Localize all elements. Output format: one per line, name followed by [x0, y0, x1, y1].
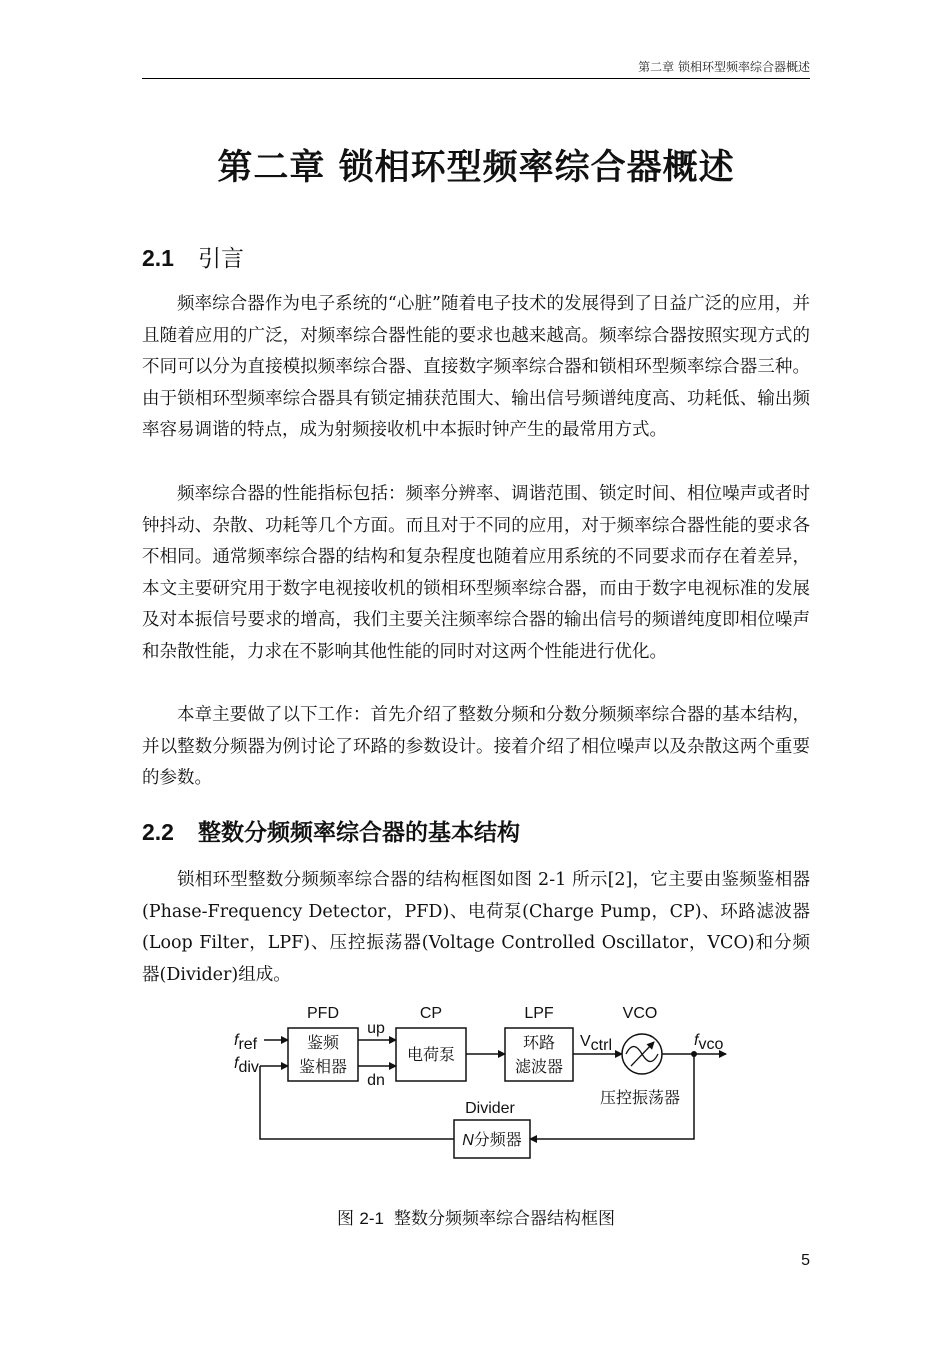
section-title: 引言 — [198, 246, 244, 272]
divider-label — [462, 1130, 522, 1149]
header-rule — [142, 78, 810, 79]
section-heading-intro — [142, 240, 244, 273]
paragraph: 频率综合器的性能指标包括：频率分辨率、调谐范围、锁定时间、相位噪声或者时钟抖动、杂散、功耗等几个方面。而且对于不同的应用，对于频率综合器性能的要求各不相同。通常频率综合器的结构和复杂程度也随着应用系统的不同要求而存在着差异，本文主要研究用于数字电视接收机的锁相环型频率综合器，而由于数字电视标准的发展及对本振信号要求的增高，我们主要关注频率综合器的输出信号的频谱纯度即相位噪声和杂散性能，力求在不影响其他性能的同时对这两个性能进行优化。 — [142, 484, 810, 662]
cp-title: CP — [419, 1005, 443, 1022]
chapter-title: 第二章 锁相环型频率综合器概述 — [217, 147, 735, 188]
up-label: up — [367, 1020, 385, 1037]
divider-title: Divider — [465, 1100, 515, 1117]
cp-label: 电荷泵 — [406, 1045, 456, 1064]
section-heading-structure — [142, 814, 520, 847]
section-number: 2.2 — [142, 819, 174, 845]
pfd-title: PFD — [307, 1005, 339, 1022]
divider-text: 分频器 — [473, 1130, 522, 1149]
f-div-label: fdiv — [234, 1055, 259, 1076]
caption-number: 2-1 — [359, 1209, 384, 1228]
paragraph: 本章主要做了以下工作：首先介绍了整数分频和分数分频频率综合器的基本结构，并以整数分频器为例讨论了环路的参数设计。接着介绍了相位噪声以及杂散这两个重要的参数。 — [142, 705, 810, 789]
divider-n: N — [462, 1132, 474, 1149]
block-diagram-svg — [228, 1000, 748, 1180]
pfd-label-line1: 鉴频 — [306, 1033, 340, 1052]
pll-block-diagram — [228, 1000, 748, 1180]
caption-text: 整数分频频率综合器结构框图 — [393, 1209, 615, 1229]
vco-label: 压控振荡器 — [599, 1088, 681, 1107]
dn-label: dn — [367, 1072, 385, 1089]
figure-caption — [142, 1204, 810, 1229]
lpf-title: LPF — [524, 1005, 554, 1022]
pfd-label-line2: 鉴相器 — [298, 1057, 348, 1076]
running-header: 第二章 锁相环型频率综合器概述 — [638, 60, 810, 74]
page-number: 5 — [801, 1252, 810, 1269]
paragraph: 锁相环型整数分频频率综合器的结构框图如图 2-1 所示[2]，它主要由鉴频鉴相器(Phase-Frequency Detector，PFD)、电荷泵(Charge Pump，CP)、环路滤波器(Loop Filter，LPF)、压控振荡器(Voltage Controlled Oscillator，VCO)和分频器(Divider)组成。 — [142, 870, 810, 985]
lpf-label-line1: 环路 — [522, 1033, 556, 1052]
section-number: 2.1 — [142, 245, 174, 271]
f-vco-label: fvco — [694, 1032, 724, 1053]
vco-title: VCO — [622, 1005, 658, 1022]
caption-prefix: 图 — [337, 1209, 354, 1229]
section-title: 整数分频频率综合器的基本结构 — [198, 820, 520, 846]
v-ctrl-label: Vctrl — [580, 1033, 612, 1054]
paragraph: 频率综合器作为电子系统的“心脏”随着电子技术的发展得到了日益广泛的应用，并且随着应用的广泛，对频率综合器性能的要求也越来越高。频率综合器按照实现方式的不同可以分为直接模拟频率综合器、直接数字频率综合器和锁相环型频率综合器三种。由于锁相环型频率综合器具有锁定捕获范围大、输出信号频谱纯度高、功耗低、输出频率容易调谐的特点，成为射频接收机中本振时钟产生的最常用方式。 — [142, 294, 810, 441]
lpf-label-line2: 滤波器 — [514, 1057, 564, 1076]
f-ref-label: fref — [234, 1032, 258, 1053]
